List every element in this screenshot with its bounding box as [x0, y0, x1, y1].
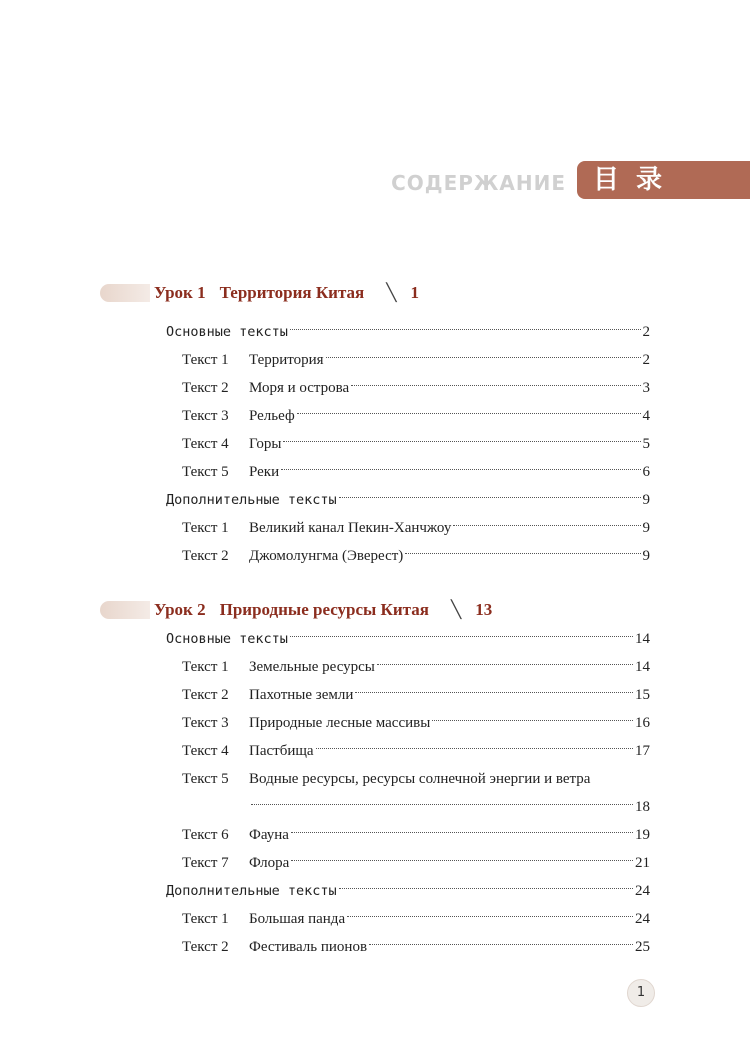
text-title: Водные ресурсы, ресурсы солнечной энергии и ветра	[249, 771, 591, 787]
text-number: Текст 1	[182, 911, 229, 927]
text-number: Текст 4	[182, 436, 229, 452]
section-title: Основные тексты	[166, 631, 288, 647]
text-page: 21	[635, 855, 650, 871]
text-number: Текст 5	[182, 464, 229, 480]
section-title: Дополнительные тексты	[166, 492, 337, 508]
toc-item-row[interactable]	[100, 542, 650, 570]
lesson-label: Урок 1	[154, 283, 206, 302]
text-page: 17	[635, 743, 650, 759]
text-number: Текст 2	[182, 687, 229, 703]
leader-dots	[251, 804, 633, 805]
lesson-tab-decoration	[100, 284, 150, 302]
text-title: Пастбища	[249, 743, 314, 759]
toc-item-row[interactable]	[100, 933, 650, 961]
lesson-name: Природные ресурсы Китая	[219, 600, 429, 619]
page-number: 1	[627, 979, 655, 1007]
section-page: 24	[635, 883, 650, 899]
text-number: Текст 3	[182, 715, 229, 731]
text-title: Фестиваль пионов	[249, 939, 368, 955]
toc-item-row[interactable]	[100, 709, 650, 737]
text-title: Земельные ресурсы	[249, 659, 375, 675]
contents-title-zh: 目 录	[577, 161, 750, 199]
section-page: 9	[642, 492, 650, 508]
section-page: 14	[635, 631, 650, 647]
leader-dots	[281, 469, 640, 470]
toc-item-row[interactable]	[100, 430, 650, 458]
text-page: 2	[642, 352, 650, 368]
text-title: Горы	[249, 436, 282, 452]
text-number: Текст 6	[182, 827, 229, 843]
toc-item-row[interactable]	[100, 821, 650, 849]
text-number: Текст 1	[182, 520, 229, 536]
text-title: Большая панда	[249, 911, 346, 927]
leader-dots	[291, 860, 633, 861]
text-page: 4	[642, 408, 650, 424]
text-number: Текст 2	[182, 380, 229, 396]
text-title: Территория	[249, 352, 324, 368]
toc-item-row[interactable]	[100, 346, 650, 374]
text-title: Великий канал Пекин-Ханчжоу	[249, 520, 452, 536]
toc-item-row[interactable]	[100, 374, 650, 402]
leader-dots	[351, 385, 640, 386]
section-title: Основные тексты	[166, 324, 288, 340]
leader-dots	[347, 916, 633, 917]
toc-section-row[interactable]	[100, 318, 650, 346]
leader-dots	[453, 525, 640, 526]
leader-dots	[290, 329, 641, 330]
leader-dots	[405, 553, 640, 554]
text-number: Текст 4	[182, 743, 229, 759]
lesson-title	[154, 597, 492, 623]
text-title: Реки	[249, 464, 280, 480]
text-number: Текст 2	[182, 939, 229, 955]
text-page: 9	[642, 548, 650, 564]
toc-item-row[interactable]	[100, 849, 650, 877]
toc-section-row[interactable]	[100, 625, 650, 653]
leader-dots	[283, 441, 640, 442]
lesson-title	[154, 280, 419, 306]
lesson-2	[100, 597, 650, 961]
toc-item-row-wrapped[interactable]	[100, 765, 650, 793]
text-page: 6	[642, 464, 650, 480]
lesson-page: 13	[475, 600, 493, 619]
leader-dots	[339, 888, 633, 889]
text-number: Текст 5	[182, 771, 229, 787]
toc-item-row[interactable]	[100, 514, 650, 542]
toc-item-row[interactable]	[100, 402, 650, 430]
leader-dots	[369, 944, 633, 945]
leader-dots	[291, 832, 633, 833]
contents-title-ru: СОДЕРЖАНИЕ	[391, 171, 566, 195]
text-number: Текст 2	[182, 548, 229, 564]
toc-section-row[interactable]	[100, 486, 650, 514]
text-page: 9	[642, 520, 650, 536]
toc-item-row[interactable]	[100, 653, 650, 681]
text-page: 25	[635, 939, 650, 955]
text-page: 16	[635, 715, 650, 731]
text-title: Рельеф	[249, 408, 295, 424]
text-number: Текст 1	[182, 659, 229, 675]
text-page: 24	[635, 911, 650, 927]
lesson-1	[100, 280, 650, 570]
toc-item-row[interactable]	[100, 737, 650, 765]
text-title: Моря и острова	[249, 380, 350, 396]
lesson-header[interactable]	[100, 597, 650, 625]
text-title: Пахотные земли	[249, 687, 354, 703]
text-page: 14	[635, 659, 650, 675]
lesson-page: 1	[410, 283, 419, 302]
section-title: Дополнительные тексты	[166, 883, 337, 899]
lesson-name: Территория Китая	[219, 283, 365, 302]
slash-icon: ╲	[450, 600, 462, 619]
text-title: Флора	[249, 855, 290, 871]
slash-icon: ╲	[386, 283, 397, 302]
text-title: Фауна	[249, 827, 289, 843]
text-page: 5	[642, 436, 650, 452]
lesson-tab-decoration	[100, 601, 150, 619]
text-number: Текст 3	[182, 408, 229, 424]
toc-item-row-continuation[interactable]	[100, 793, 650, 821]
text-title: Джомолунгма (Эверест)	[249, 548, 404, 564]
leader-dots	[290, 636, 633, 637]
leader-dots	[326, 357, 641, 358]
toc-item-row[interactable]	[100, 905, 650, 933]
leader-dots	[355, 692, 633, 693]
lesson-label: Урок 2	[154, 600, 206, 619]
text-page: 15	[635, 687, 650, 703]
text-title: Природные лесные массивы	[249, 715, 431, 731]
text-number: Текст 1	[182, 352, 229, 368]
section-page: 2	[642, 324, 650, 340]
lesson-header[interactable]	[100, 280, 650, 308]
toc-item-row[interactable]	[100, 458, 650, 486]
leader-dots	[432, 720, 633, 721]
leader-dots	[339, 497, 641, 498]
leader-dots	[377, 664, 633, 665]
text-page: 19	[635, 827, 650, 843]
toc-item-row[interactable]	[100, 681, 650, 709]
toc-section-row[interactable]	[100, 877, 650, 905]
leader-dots	[316, 748, 633, 749]
text-page: 3	[642, 380, 650, 396]
text-page: 18	[635, 799, 650, 815]
text-number: Текст 7	[182, 855, 229, 871]
leader-dots	[297, 413, 641, 414]
